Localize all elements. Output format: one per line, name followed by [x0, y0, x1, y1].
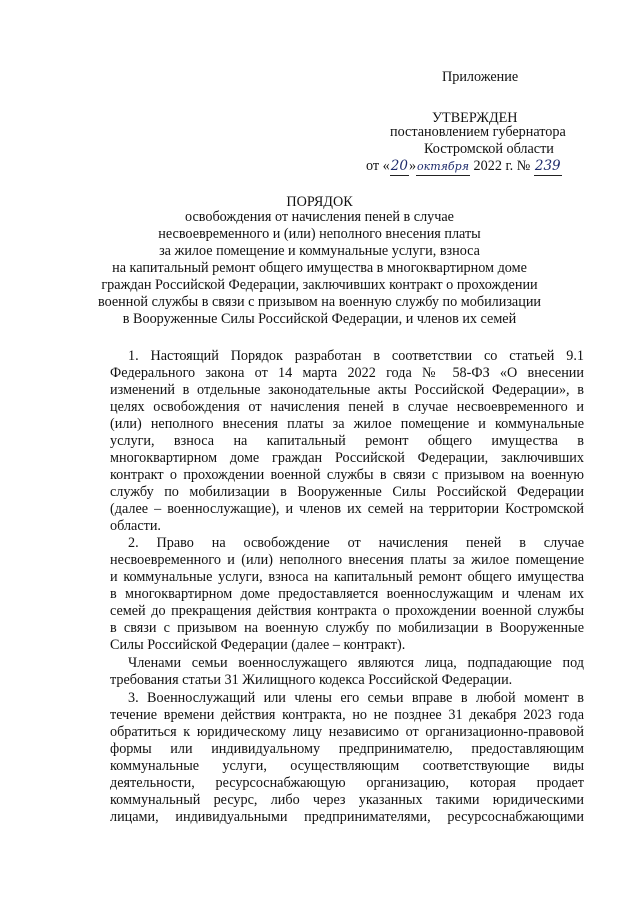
paragraph-3-line: коммунальные услуги, осуществляющим соответствующие виды: [110, 758, 584, 774]
paragraph-2-line: несвоевременного и (или) неполного внесения платы за жилое помещение: [110, 552, 584, 568]
paragraph-family-line: Членами семьи военнослужащего являются лица, подпадающие под: [128, 655, 584, 671]
approved-by-line-2: Костромской области: [424, 141, 554, 157]
paragraph-2-line: Силы Российской Федерации (далее – контракт).: [110, 637, 406, 653]
paragraph-1-line: области.: [110, 518, 161, 534]
paragraph-3-line: формы или индивидуальному предпринимателю, предоставляющим: [110, 741, 584, 757]
date-prefix: от «: [366, 158, 390, 174]
title-line: освобождения от начисления пеней в случае: [185, 209, 454, 225]
paragraph-3-line: лицами, индивидуальными предпринимателями, ресурсоснабжающими: [110, 809, 584, 825]
paragraph-3-line: 3. Военнослужащий или члены его семьи вправе в любой момент в: [128, 690, 584, 706]
paragraph-1-line: услуги, взноса на капитальный ремонт общего имущества в: [110, 433, 584, 449]
date-mid: »: [408, 158, 417, 174]
title-line: граждан Российской Федерации, заключивших контракт о прохождении: [101, 277, 538, 293]
document-heading: ПОРЯДОК: [286, 194, 353, 210]
paragraph-1-line: многоквартирном доме граждан Российской Федерации, заключивших: [110, 450, 584, 466]
paragraph-3-line: деятельности, ресурсоснабжающую организацию, которая продает: [110, 775, 584, 791]
paragraph-1-line: контракт о прохождении военной службы в связи с призывом на военную: [110, 467, 584, 483]
paragraph-1-line: целях освобождения от начисления пеней в случае несвоевременного и: [110, 399, 584, 415]
title-line: в Вооруженные Силы Российской Федерации, и членов их семей: [122, 311, 517, 327]
date-year: 2022 г. №: [473, 158, 531, 174]
paragraph-1-line: изменений в отдельные законодательные акты Российской Федерации», в: [110, 382, 584, 398]
handwritten-day: 20: [390, 158, 408, 174]
paragraph-2-line: и коммунальные услуги, взноса на капитальный ремонт общего имущества: [110, 569, 584, 585]
paragraph-3-line: течение времени действия контракта, но не позднее 31 декабря 2023 года: [110, 707, 584, 723]
title-line: несвоевременного и (или) неполного внесения платы: [158, 226, 481, 242]
paragraph-1-line: службу по мобилизации в Вооруженные Силы Российской Федерации: [110, 484, 584, 500]
paragraph-1-line: (далее – военнослужащие), и членов их семей на территории Костромской: [110, 501, 584, 517]
paragraph-1-line: 1. Настоящий Порядок разработан в соответствии со статьей 9.1: [128, 348, 584, 364]
title-line: военной службы в связи с призывом на военную службу по мобилизации: [97, 294, 542, 310]
approved-label: УТВЕРЖДЕН: [432, 110, 518, 126]
approval-date-line: [366, 158, 562, 176]
paragraph-1-line: (или) неполного внесения платы за жилое помещение и коммунальные: [110, 416, 584, 432]
title-line: на капитальный ремонт общего имущества в многоквартирном доме: [112, 260, 527, 276]
paragraph-3-line: коммунальный ресурс, либо через указанных такими юридическими: [110, 792, 584, 808]
handwritten-doc-number: 239: [534, 158, 561, 174]
paragraph-3-line: обратиться к юридическому лицу независимо от организационно-правовой: [110, 724, 584, 740]
paragraph-2-line: 2. Право на освобождение от начисления пеней в случае: [128, 535, 584, 551]
paragraph-2-line: в связи с призывом на военную службу по мобилизации в Вооруженные: [110, 620, 584, 636]
handwritten-month: октября: [416, 158, 470, 176]
paragraph-2-line: семей до прекращения действия контракта о прохождении военной службы: [110, 603, 584, 619]
paragraph-1-line: Федерального закона от 14 марта 2022 года № 58-ФЗ «О внесении: [110, 365, 584, 381]
paragraph-family-line: требования статьи 31 Жилищного кодекса Российской Федерации.: [110, 672, 513, 688]
paragraph-2-line: в многоквартирном доме предоставляется военнослужащим и членам их: [110, 586, 584, 602]
approved-by-line-1: постановлением губернатора: [390, 124, 566, 140]
title-line: за жилое помещение и коммунальные услуги, взноса: [159, 243, 480, 259]
appendix-label: Приложение: [442, 69, 519, 85]
